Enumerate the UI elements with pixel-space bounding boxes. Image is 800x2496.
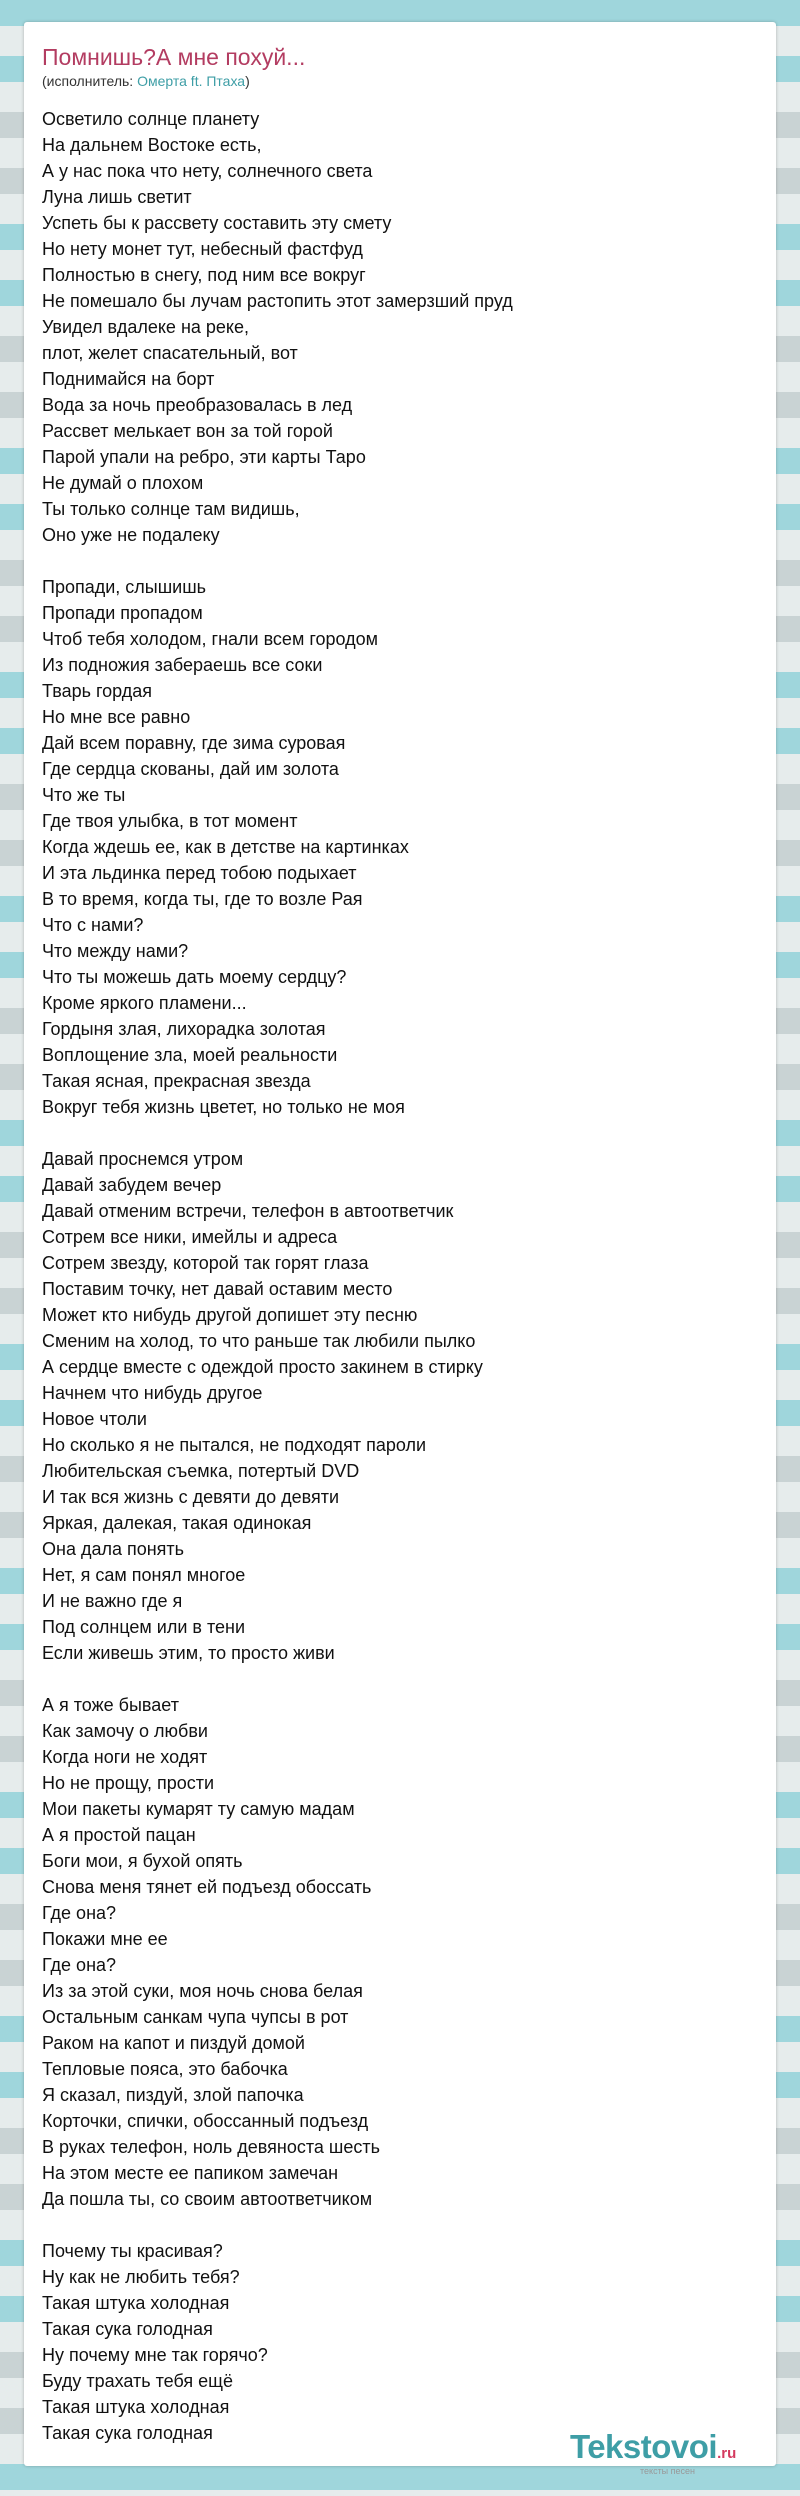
lyric-line: Луна лишь светит — [42, 187, 192, 207]
lyric-line: Такая сука голодная — [42, 2423, 213, 2443]
lyric-line: Как замочу о любви — [42, 1721, 208, 1741]
lyric-line: Где сердца скованы, дай им золота — [42, 759, 339, 779]
lyric-line: Что с нами? — [42, 915, 144, 935]
lyric-line: Да пошла ты, со своим автоответчиком — [42, 2189, 373, 2209]
logo-tld: .ru — [717, 2445, 737, 2462]
lyric-line: Осветило солнце планету — [42, 109, 260, 129]
lyric-line: Что же ты — [42, 785, 126, 805]
lyric-line: Если живешь этим, то просто живи — [42, 1643, 335, 1663]
lyric-line: В то время, когда ты, где то возле Рая — [42, 889, 363, 909]
lyric-line: Чтоб тебя холодом, гнали всем городом — [42, 629, 379, 649]
lyric-line: Вода за ночь преобразовалась в лед — [42, 395, 353, 415]
lyric-line: Начнем что нибудь другое — [42, 1383, 263, 1403]
lyric-line: Кроме яркого пламени... — [42, 993, 247, 1013]
lyric-line: Ну как не любить тебя? — [42, 2267, 240, 2287]
site-logo[interactable] — [570, 2428, 737, 2476]
lyric-line: Но нету монет тут, небесный фастфуд — [42, 239, 363, 259]
lyric-line: Где она? — [42, 1903, 117, 1923]
lyric-line: Такая ясная, прекрасная звезда — [42, 1071, 311, 1091]
lyric-line: На дальнем Востоке есть, — [42, 135, 262, 155]
lyric-line: Такая сука голодная — [42, 2319, 213, 2339]
lyric-line: Но мне все равно — [42, 707, 191, 727]
lyric-line: Когда ждешь ее, как в детстве на картинках — [42, 837, 409, 857]
lyric-line: Оно уже не подалеку — [42, 525, 220, 545]
lyrics-stanza — [42, 106, 742, 548]
lyric-line: Остальным санкам чупа чупсы в рот — [42, 2007, 349, 2027]
lyric-line: Сотрем все ники, имейлы и адреса — [42, 1227, 338, 1247]
lyric-line: Увидел вдалеке на реке, — [42, 317, 249, 337]
lyric-line: Корточки, спички, обоссанный подъезд — [42, 2111, 369, 2131]
lyric-line: Может кто нибудь другой допишет эту песню — [42, 1305, 418, 1325]
lyric-line: Покажи мне ее — [42, 1929, 168, 1949]
performer-link[interactable]: Омерта ft. Птаха — [137, 73, 246, 89]
lyric-line: Дай всем поравну, где зима суровая — [42, 733, 346, 753]
lyric-line: А я тоже бывает — [42, 1695, 179, 1715]
lyric-line: На этом месте ее папиком замечан — [42, 2163, 339, 2183]
lyric-line: Поставим точку, нет давай оставим место — [42, 1279, 393, 1299]
lyric-line: Сотрем звезду, которой так горят глаза — [42, 1253, 369, 1273]
lyric-line: Парой упали на ребро, эти карты Таро — [42, 447, 366, 467]
lyrics-stanza — [42, 1692, 742, 2212]
lyric-line: Мои пакеты кумарят ту самую мадам — [42, 1799, 355, 1819]
lyric-line: Из подножия забераешь все соки — [42, 655, 323, 675]
lyric-line: В руках телефон, ноль девяноста шесть — [42, 2137, 380, 2157]
lyric-line: И эта льдинка перед тобою подыхает — [42, 863, 357, 883]
lyric-line: Почему ты красивая? — [42, 2241, 223, 2261]
lyric-line: Не помешало бы лучам растопить этот замерзший пруд — [42, 291, 513, 311]
lyric-line: Успеть бы к рассвету составить эту смету — [42, 213, 392, 233]
lyric-line: А сердце вместе с одеждой просто закинем в стирку — [42, 1357, 483, 1377]
lyric-line: Пропади, слышишь — [42, 577, 207, 597]
lyric-line: Но сколько я не пытался, не подходят пароли — [42, 1435, 427, 1455]
lyric-line: Боги мои, я бухой опять — [42, 1851, 243, 1871]
lyrics-stanza — [42, 2238, 742, 2446]
lyric-line: Что между нами? — [42, 941, 189, 961]
lyric-line: Такая штука холодная — [42, 2397, 230, 2417]
lyric-line: Снова меня тянет ей подъезд обоссать — [42, 1877, 372, 1897]
lyrics-stanza — [42, 1146, 742, 1666]
lyric-line: Тварь гордая — [42, 681, 153, 701]
lyric-line: И не важно где я — [42, 1591, 183, 1611]
performer-prefix: (исполнитель: — [42, 73, 138, 89]
lyric-line: Раком на капот и пиздуй домой — [42, 2033, 305, 2053]
performer-suffix: ) — [245, 73, 250, 89]
lyric-line: плот, желет спасательный, вот — [42, 343, 298, 363]
lyric-line: Сменим на холод, то что раньше так любили пылко — [42, 1331, 476, 1351]
lyric-line: А я простой пацан — [42, 1825, 196, 1845]
lyric-line: А у нас пока что нету, солнечного света — [42, 161, 373, 181]
lyric-line: Полностью в снегу, под ним все вокруг — [42, 265, 366, 285]
lyric-line: Пропади пропадом — [42, 603, 203, 623]
song-title: Помнишь?А мне похуй... — [42, 44, 306, 70]
lyric-line: Я сказал, пиздуй, злой папочка — [42, 2085, 304, 2105]
lyric-line: Яркая, далекая, такая одинокая — [42, 1513, 312, 1533]
lyric-line: Такая штука холодная — [42, 2293, 230, 2313]
performer-line — [42, 73, 250, 89]
lyric-line: Когда ноги не ходят — [42, 1747, 208, 1767]
lyric-line: Давай забудем вечер — [42, 1175, 222, 1195]
lyric-line: Гордыня злая, лихорадка золотая — [42, 1019, 326, 1039]
lyric-line: Рассвет мелькает вон за той горой — [42, 421, 333, 441]
lyric-line: Поднимайся на борт — [42, 369, 215, 389]
lyric-line: Воплощение зла, моей реальности — [42, 1045, 338, 1065]
lyric-line: Где твоя улыбка, в тот момент — [42, 811, 298, 831]
lyric-line: Давай проснемся утром — [42, 1149, 244, 1169]
logo-tagline: тексты песен — [640, 2466, 696, 2476]
lyric-line: Но не прощу, прости — [42, 1773, 215, 1793]
lyric-line: Нет, я сам понял многое — [42, 1565, 246, 1585]
lyrics-stanza — [42, 574, 742, 1120]
lyric-line: Из за этой суки, моя ночь снова белая — [42, 1981, 363, 2001]
lyric-line: Буду трахать тебя ещё — [42, 2371, 233, 2391]
lyric-line: Тепловые пояса, это бабочка — [42, 2059, 288, 2079]
lyric-line: Не думай о плохом — [42, 473, 204, 493]
lyric-line: Что ты можешь дать моему сердцу? — [42, 967, 347, 987]
logo-name: Tekstovoi — [570, 2428, 718, 2465]
lyric-line: Новое чтоли — [42, 1409, 147, 1429]
lyric-line: И так вся жизнь с девяти до девяти — [42, 1487, 339, 1507]
lyric-line: Под солнцем или в тени — [42, 1617, 246, 1637]
lyric-line: Давай отменим встречи, телефон в автоответчик — [42, 1201, 454, 1221]
lyric-line: Ты только солнце там видишь, — [42, 499, 300, 519]
lyric-line: Любительская съемка, потертый DVD — [42, 1461, 360, 1481]
lyric-line: Вокруг тебя жизнь цветет, но только не моя — [42, 1097, 405, 1117]
lyrics-body — [42, 106, 742, 2472]
lyric-line: Где она? — [42, 1955, 117, 1975]
lyric-line: Она дала понять — [42, 1539, 185, 1559]
lyric-line: Ну почему мне так горячо? — [42, 2345, 268, 2365]
